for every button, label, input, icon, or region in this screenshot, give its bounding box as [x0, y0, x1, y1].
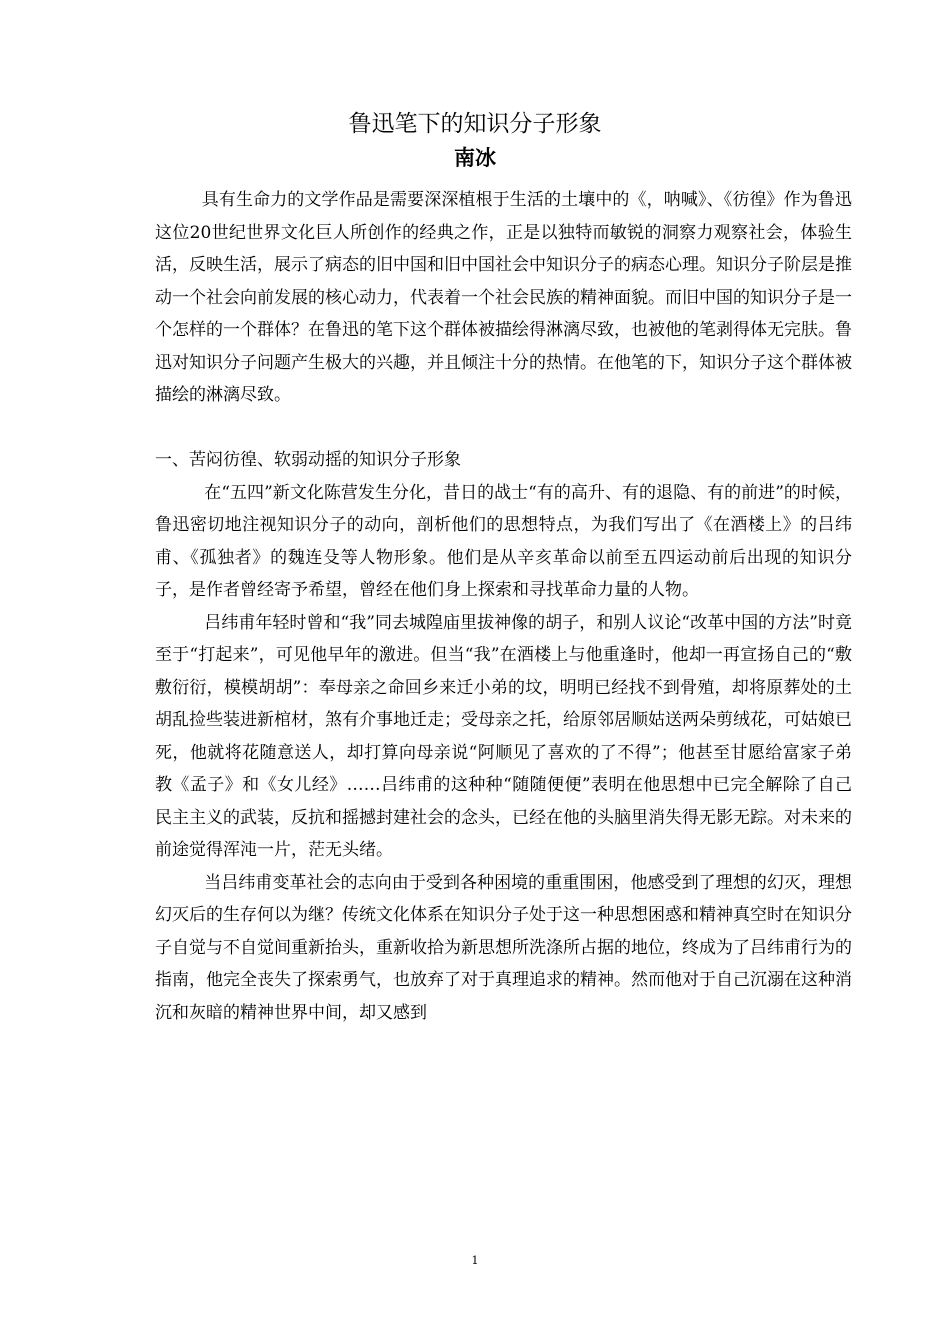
paragraph-3: 当吕纬甫变革社会的志向由于受到各种困境的重重围困，他感受到了理想的幻灭，理想幻灭后的生存何以为继？传统文化体系在知识分子处于这一种思想困惑和精神真空时在知识分子自觉与不自觉间重新抬头，重新收拾为新思想所洗涤所占据的地位，终成为了吕纬甫行为的指南，他完全丧失了探索勇气，也放弃了对于真理追求的精神。然而他对于自己沉溺在这种消沉和灰暗的精神世界中间，却又感到: [155, 872, 852, 1023]
section-heading: 一、苦闷彷徨、软弱动摇的知识分子形象: [155, 450, 461, 470]
document-author: 南冰: [454, 146, 496, 170]
document-title: 鲁迅笔下的知识分子形象: [348, 111, 602, 137]
page-number: 1: [471, 1254, 479, 1267]
document-body: [155, 184, 852, 1029]
paragraph-intro: 具有生命力的文学作品是需要深深植根于生活的土壤中的《，呐喊》、《彷徨》作为鲁迅这位20世纪世界文化巨人所创作的经典之作，正是以独特而敏锐的洞察力观察社会，体验生活，反映生活，展示了病态的旧中国和旧中国社会中知识分子的病态心理。知识分子阶层是推动一个社会向前发展的核心动力，代表着一个社会民族的精神面貌。而旧中国的知识分子是一个怎样的一个群体？在鲁迅的笔下这个群体被描绘得淋漓尽致，也被他的笔剥得体无完肤。鲁迅对知识分子问题产生极大的兴趣，并且倾注十分的热情。在他笔的下，知识分子这个群体被描绘的淋漓尽致。: [155, 190, 852, 405]
paragraph-2: 吕纬甫年轻时曾和“我”同去城隍庙里拔神像的胡子，和别人议论“改革中国的方法”时竟至于“打起来”，可见他早年的激进。但当“我”在酒楼上与他重逢时，他却一再宣扬自己的“敷敷衍衍，模模胡胡”：奉母亲之命回乡来迁小弟的坟，明明已经找不到骨殖，却将原葬处的土胡乱捡些装进新棺材，煞有介事地迁走；受母亲之托，给原邻居顺姑送两朵剪绒花，可姑娘已死，他就将花随意送人，却打算向母亲说“阿顺见了喜欢的了不得”；他甚至甘愿给富家子弟教《孟子》和《女儿经》……吕纬甫的这种种“随随便便”表明在他思想中已完全解除了自己民主主义的武装，反抗和摇撼封建社会的念头，已经在他的头脑里消失得无影无踪。对未来的前途觉得浑沌一片，茫无头绪。: [155, 612, 852, 860]
paragraph-1: 在“五四”新文化陈营发生分化，昔日的战士“有的高升、有的退隐、有的前进”的时候，鲁迅密切地注视知识分子的动向，剖析他们的思想特点，为我们写出了《在酒楼上》的吕纬甫、《孤独者》的魏连殳等人物形象。他们是从辛亥革命以前至五四运动前后出现的知识分子，是作者曾经寄予希望，曾经在他们身上探索和寻找革命力量的人物。: [155, 482, 852, 600]
paragraph-gap: [155, 412, 852, 445]
